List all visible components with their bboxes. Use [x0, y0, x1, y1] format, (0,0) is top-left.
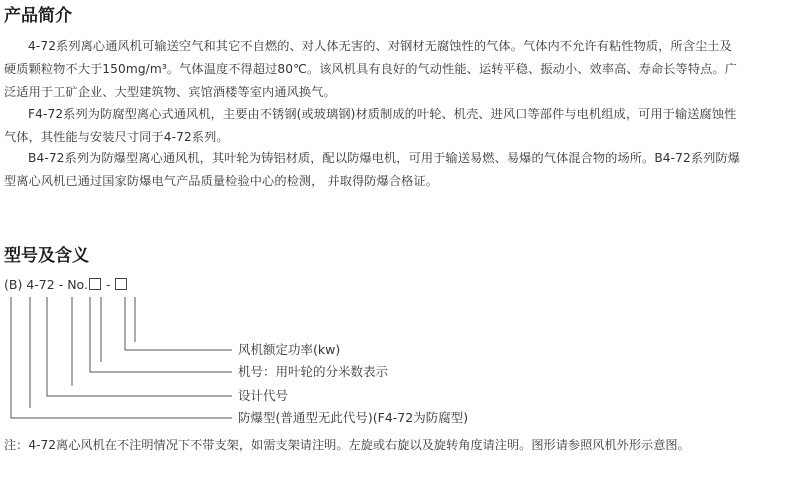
- intro-p1-line-1: 4-72系列离心通风机可输送空气和其它不自燃的、对人体无害的、对钢材无腐蚀性的气体。气体内不允许有粘性物质，所含尘土及: [28, 39, 732, 53]
- bracket-power: [125, 297, 232, 350]
- desc-number: 机号：用叶轮的分米数表示: [238, 364, 389, 379]
- desc-design: 设计代号: [238, 388, 289, 403]
- intro-p3-line-2: 型离心风机已通过国家防爆电气产品质量检验中心的检测， 并取得防爆合格证。: [4, 174, 439, 188]
- intro-p3-line-1: B4-72系列为防爆型离心通风机，其叶轮为铸铝材质，配以防爆电机，可用于输送易燃、易爆的气体混合物的场所。B4-72系列防爆: [28, 151, 740, 165]
- formula-dash-1: -: [58, 277, 64, 292]
- intro-p1-line-3: 泛适用于工矿企业、大型建筑物、宾馆酒楼等室内通风换气。: [4, 85, 336, 99]
- intro-p1-line-2: 硬质颗粒物不大于150mg/m³。气体温度不得超过80℃。该风机具有良好的气动性能、运转平稳、振动小、效率高、寿命长等特点。广: [4, 62, 737, 76]
- bracket-explosion: [11, 297, 232, 418]
- formula-series: 4-72: [26, 277, 55, 292]
- formula-dash-2: -: [105, 277, 111, 292]
- desc-explosion: 防爆型(普通型无此代号)(F4-72为防腐型): [238, 410, 469, 425]
- intro-heading: 产品简介: [4, 6, 72, 26]
- footnote: 注：4-72离心风机在不注明情况下不带支架，如需支架请注明。左旋或右旋以及旋转角度请注明。图形请参照风机外形示意图。: [4, 438, 690, 452]
- bracket-number: [90, 297, 232, 372]
- desc-power: 风机额定功率(kw): [238, 342, 341, 357]
- model-heading: 型号及含义: [4, 246, 89, 266]
- formula-prefix: (B): [4, 277, 23, 292]
- formula-no: No.: [67, 277, 88, 292]
- intro-p2-line-1: F4-72系列为防腐型离心式通风机，主要由不锈钢(或玻璃钢)材质制成的叶轮、机壳、进风口等部件与电机组成，可用于输送腐蚀性: [28, 107, 737, 121]
- bracket-design: [47, 297, 232, 396]
- intro-p2-line-2: 气体，其性能与安装尺寸同于4-72系列。: [4, 130, 229, 144]
